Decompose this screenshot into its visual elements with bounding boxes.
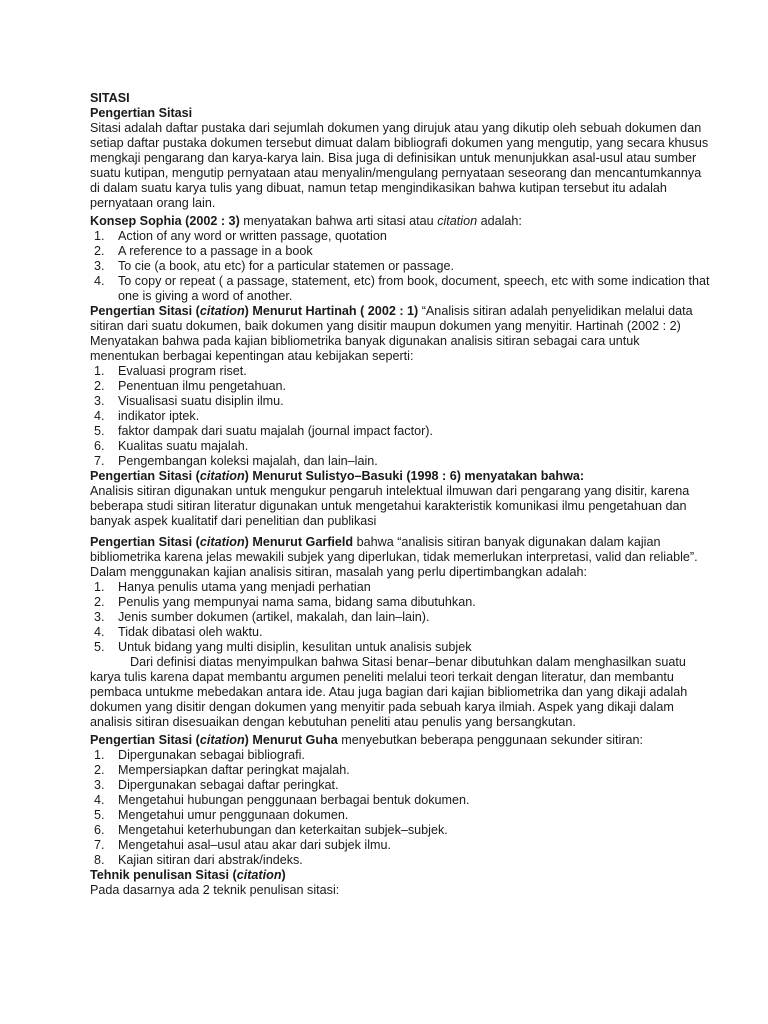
- list-item-text: Dipergunakan sebagai daftar peringkat.: [118, 778, 339, 792]
- list-item-text: Tidak dibatasi oleh waktu.: [118, 625, 263, 639]
- list-item-number: 1.: [94, 229, 105, 243]
- list-item-text: Penentuan ilmu pengetahuan.: [118, 379, 287, 393]
- list-item-number: 1.: [94, 364, 105, 378]
- paragraph-teknik: Pada dasarnya ada 2 teknik penulisan sitasi:: [90, 883, 340, 897]
- list-sophia: [90, 229, 710, 304]
- list-item: [90, 229, 710, 244]
- list-item-number: 2.: [94, 763, 105, 777]
- list-item-number: 5.: [94, 424, 105, 438]
- paragraph-guha: Pengertian Sitasi (citation) Menurut Guha menyebutkan beberapa penggunaan sekunder sitiran:: [90, 733, 643, 747]
- list-item: [90, 748, 710, 763]
- list-item: [90, 838, 710, 853]
- list-item-number: 4.: [94, 274, 105, 288]
- document-title: SITASI: [90, 91, 130, 105]
- list-item-number: 2.: [94, 244, 105, 258]
- list-item-text: Visualisasi suatu disiplin ilmu.: [118, 394, 284, 408]
- list-item-text: Mengetahui hubungan penggunaan berbagai bentuk dokumen.: [118, 793, 470, 807]
- list-guha: [90, 748, 710, 868]
- list-item-number: 6.: [94, 823, 105, 837]
- list-item-number: 4.: [94, 409, 105, 423]
- list-item-text: Kajian sitiran dari abstrak/indeks.: [118, 853, 303, 867]
- paragraph-conclusion: Dari definisi diatas menyimpulkan bahwa Sitasi benar–benar dibutuhkan dalam menghasilkan suatu karya tulis karena dapat membantu argumen peneliti melalui teori terkait dengan literatur, dan membantu pembaca untukme mebedakan antara ide. Atau juga bagian dari kajian bibliometrika dan yang dikaji adalah dokumen yang disitir dengan dokumen yang menyitir pada sebuah karya ilmiah. Aspek yang dikaji dalam analisis sitiran disesuaikan dengan kebutuhan peneliti atau penulis yang bersangkutan.: [90, 655, 688, 729]
- list-item: [90, 394, 710, 409]
- list-item: [90, 439, 710, 454]
- list-item-text: faktor dampak dari suatu majalah (journal impact factor).: [118, 424, 433, 438]
- list-item-text: Penulis yang mempunyai nama sama, bidang sama dibutuhkan.: [118, 595, 476, 609]
- list-item: [90, 853, 710, 868]
- list-item-number: 3.: [94, 259, 105, 273]
- list-item-text: To cie (a book, atu etc) for a particular statemen or passage.: [118, 259, 455, 273]
- list-hartinah: [90, 364, 710, 469]
- list-item: [90, 610, 710, 625]
- list-item-number: 1.: [94, 748, 105, 762]
- heading-teknik: Tehnik penulisan Sitasi (citation): [90, 868, 286, 882]
- list-item: [90, 274, 710, 304]
- list-item-number: 3.: [94, 778, 105, 792]
- list-item-text: A reference to a passage in a book: [118, 244, 313, 258]
- list-item-text: Kualitas suatu majalah.: [118, 439, 249, 453]
- list-item-number: 8.: [94, 853, 105, 867]
- list-item: [90, 454, 710, 469]
- list-item: [90, 580, 710, 595]
- list-item-text: Mempersiapkan daftar peringkat majalah.: [118, 763, 350, 777]
- list-item-number: 6.: [94, 439, 105, 453]
- paragraph-hartinah: Pengertian Sitasi (citation) Menurut Hartinah ( 2002 : 1) “Analisis sitiran adalah penyelidikan melalui data sitiran dari suatu dokumen, baik dokumen yang disitir maupun dokumen yang menyitir. Hartinah (2002 : 2) Menyatakan bahwa pada kajian bibliometrika banyak digunakan analisis sitiran sebagai cara untuk menentukan berbagai kepentingan atau kebijakan seperti:: [90, 304, 693, 363]
- list-item-number: 2.: [94, 379, 105, 393]
- list-item-text: Untuk bidang yang multi disiplin, kesulitan untuk analisis subjek: [118, 640, 472, 654]
- list-item-number: 3.: [94, 610, 105, 624]
- document-body: [90, 91, 710, 898]
- list-item: [90, 625, 710, 640]
- list-item-text: Mengetahui keterhubungan dan keterkaitan subjek–subjek.: [118, 823, 448, 837]
- list-item: [90, 778, 710, 793]
- list-item-number: 5.: [94, 640, 105, 654]
- list-item: [90, 379, 710, 394]
- list-item-text: Pengembangan koleksi majalah, dan lain–lain.: [118, 454, 378, 468]
- list-item-number: 1.: [94, 580, 105, 594]
- list-item-text: Evaluasi program riset.: [118, 364, 247, 378]
- list-item: [90, 259, 710, 274]
- list-item-text: Mengetahui umur penggunaan dokumen.: [118, 808, 349, 822]
- list-item: [90, 364, 710, 379]
- list-item: [90, 244, 710, 259]
- list-item-number: 2.: [94, 595, 105, 609]
- list-item-number: 7.: [94, 838, 105, 852]
- list-item-number: 3.: [94, 394, 105, 408]
- list-item-number: 5.: [94, 808, 105, 822]
- section-heading-pengertian: Pengertian Sitasi: [90, 106, 193, 120]
- paragraph-garfield-intro: Dalam menggunakan kajian analisis sitiran, masalah yang perlu dipertimbangkan adalah:: [90, 565, 588, 579]
- list-garfield: [90, 580, 710, 655]
- list-item: [90, 640, 710, 655]
- list-item: [90, 424, 710, 439]
- list-item: [90, 793, 710, 808]
- list-item-number: 4.: [94, 625, 105, 639]
- list-item-text: Mengetahui asal–usul atau akar dari subjek ilmu.: [118, 838, 392, 852]
- list-item: [90, 595, 710, 610]
- list-item: [90, 763, 710, 778]
- list-item-text: Jenis sumber dokumen (artikel, makalah, dan lain–lain).: [118, 610, 430, 624]
- paragraph-pengertian: Sitasi adalah daftar pustaka dari sejumlah dokumen yang dirujuk atau yang dikutip oleh sebuah dokumen dan setiap daftar pustaka dokumen tersebut dimuat dalam bibliografi dokumen yang mengutip, yang secara khusus mengkaji pengarang dan karya-karya lain. Bisa juga di definisikan untuk menunjukkan asal-usul atau sumber suatu kutipan, mengutip pernyataan atau menyalin/mengulang pernyataan seseorang dan mencantumkannya di dalam suatu karya tulis yang dibuat, namun tetap mengindikasikan bahwa kutipan tersebut itu adalah pernyataan orang lain.: [90, 121, 709, 210]
- paragraph-garfield: Pengertian Sitasi (citation) Menurut Garfield bahwa “analisis sitiran banyak digunakan dalam kajian bibliometrika karena jelas mewakili subjek yang diperlukan, tidak memerlukan interpretasi, valid dan reliable”.: [90, 535, 698, 564]
- heading-sulistyo: Pengertian Sitasi (citation) Menurut Sulistyo–Basuki (1998 : 6) menyatakan bahwa:: [90, 469, 585, 483]
- list-item-text: To copy or repeat ( a passage, statement, etc) from book, document, speech, etc with some indication that one is giving a word of another.: [118, 274, 710, 303]
- list-item: [90, 808, 710, 823]
- list-item: [90, 409, 710, 424]
- paragraph-sophia: Konsep Sophia (2002 : 3) menyatakan bahwa arti sitasi atau citation adalah:: [90, 214, 522, 228]
- list-item: [90, 823, 710, 838]
- list-item-text: Dipergunakan sebagai bibliografi.: [118, 748, 305, 762]
- paragraph-sulistyo: Analisis sitiran digunakan untuk mengukur pengaruh intelektual ilmuwan dari pengarang yang disitir, karena beberapa studi sitiran literatur digunakan untuk mengetahui karakteristik komunikasi ilmu pengetahuan dan banyak aspek kualitatif dari penelitian dan publikasi: [90, 484, 690, 528]
- list-item-number: 7.: [94, 454, 105, 468]
- list-item-text: Hanya penulis utama yang menjadi perhatian: [118, 580, 371, 594]
- list-item-text: Action of any word or written passage, quotation: [118, 229, 387, 243]
- list-item-text: indikator iptek.: [118, 409, 200, 423]
- list-item-number: 4.: [94, 793, 105, 807]
